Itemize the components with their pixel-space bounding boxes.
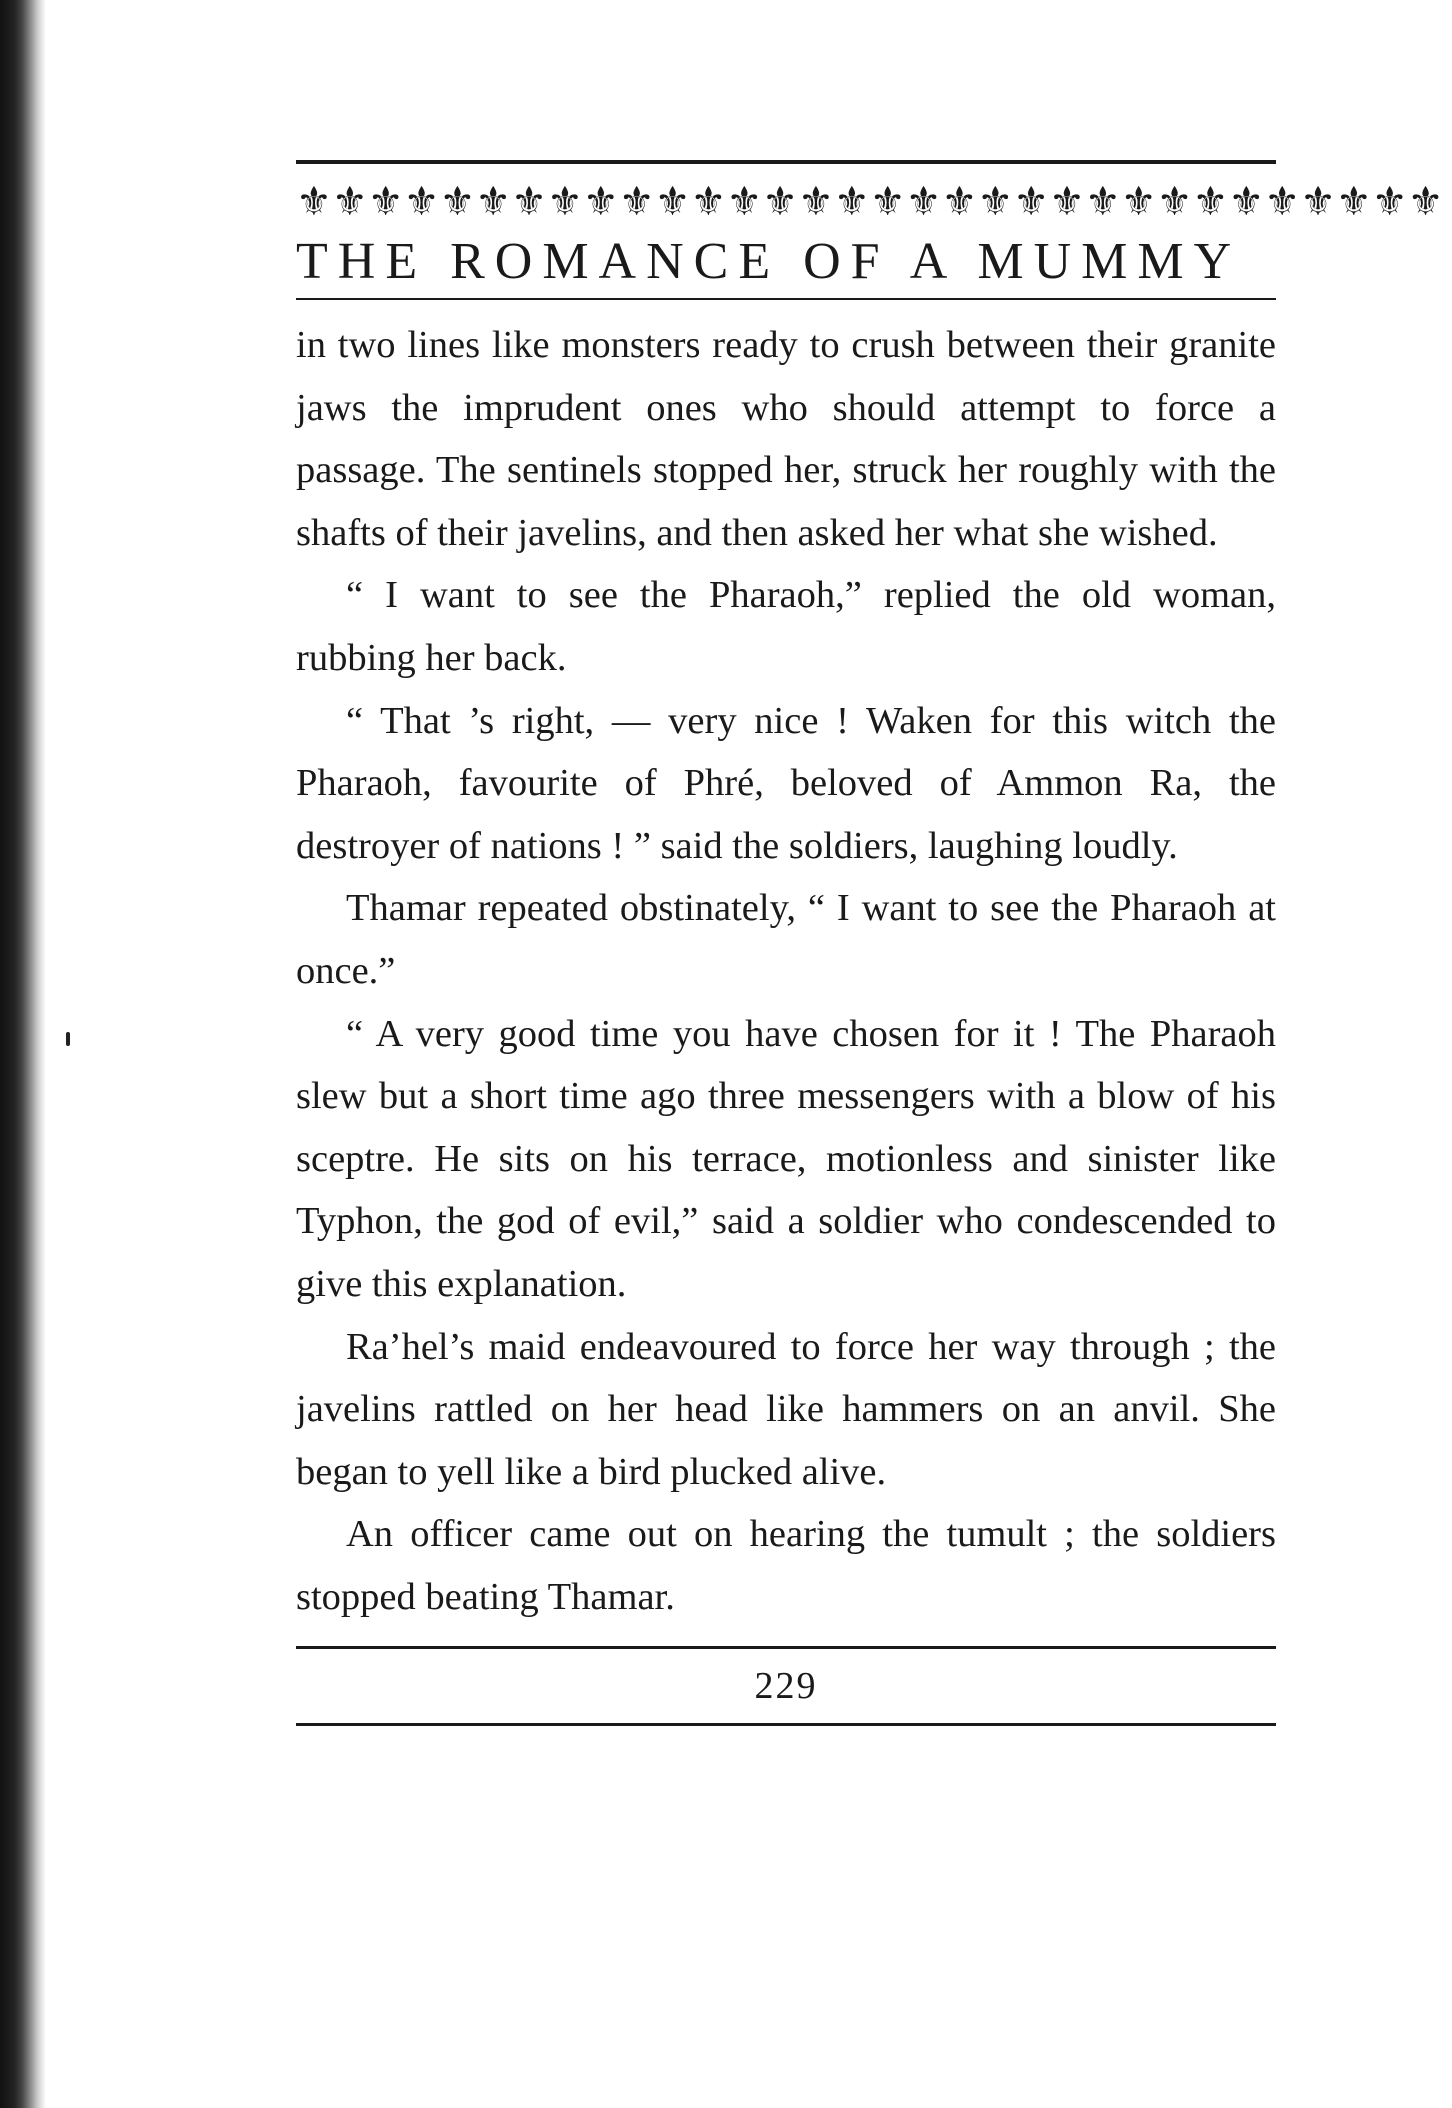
- fleur-de-lis-icon: ⚜: [1192, 179, 1229, 225]
- book-page: [296, 160, 1444, 1726]
- fleur-de-lis-icon: ⚜: [403, 179, 440, 225]
- fleur-de-lis-icon: ⚜: [1120, 179, 1157, 225]
- fleur-de-lis-icon: ⚜: [941, 179, 978, 225]
- fleur-de-lis-icon: ⚜: [1084, 179, 1121, 225]
- fleur-de-lis-icon: ⚜: [475, 179, 512, 225]
- fleur-de-lis-icon: ⚜: [1049, 179, 1085, 225]
- fleur-de-lis-icon: ⚜: [582, 179, 619, 225]
- paragraph-5: “ A very good time you have chosen for it ! The Pharaoh slew but a short time ago three messengers with a blow of his sceptre. He sits on his terrace, motionless and sinister like Typhon, the god of evil,” said a soldier who condescended to give this explanation.: [296, 1012, 1276, 1305]
- fleur-de-lis-icon: ⚜: [439, 179, 476, 225]
- body-text: [296, 314, 1276, 1628]
- fleur-de-lis-icon: ⚜: [1013, 179, 1050, 225]
- page-number: 229: [754, 1665, 818, 1708]
- paragraph-7: An officer came out on hearing the tumult ; the soldiers stopped beating Thamar.: [296, 1513, 1276, 1618]
- fleur-de-lis-icon: ⚜: [905, 179, 942, 225]
- fleur-de-lis-icon: ⚜: [1371, 179, 1408, 225]
- paragraph-2: “ I want to see the Pharaoh,” replied the old woman, rubbing her back.: [296, 574, 1276, 679]
- fleur-de-lis-icon: ⚜: [869, 179, 906, 225]
- gutter-speck: [66, 1032, 70, 1046]
- paragraph-1: in two lines like monsters ready to crush between their granite jaws the imprudent ones who should attempt to force a passage. The sentinels stopped her, struck her roughly with the shafts of their javelins, and then asked her what she wished.: [296, 324, 1276, 554]
- fleur-de-lis-icon: ⚜: [833, 179, 870, 225]
- fleur-de-lis-icon: ⚜: [1407, 179, 1444, 225]
- fleur-de-lis-icon: ⚜: [690, 179, 727, 225]
- header-rule-top: [296, 160, 1276, 164]
- running-head-title: THE ROMANCE OF A MUMMY: [296, 233, 1242, 290]
- fleur-de-lis-ornament-band: [296, 172, 1444, 232]
- fleur-de-lis-icon: ⚜: [1264, 179, 1301, 225]
- fleur-de-lis-icon: ⚜: [726, 179, 763, 225]
- header-rule-bottom: [296, 298, 1276, 300]
- fleur-de-lis-icon: ⚜: [547, 179, 583, 225]
- paragraph-4: Thamar repeated obstinately, “ I want to see the Pharaoh at once.”: [296, 887, 1276, 992]
- fleur-de-lis-icon: ⚜: [1300, 179, 1336, 225]
- fleur-de-lis-icon: ⚜: [762, 179, 799, 225]
- footer-rule-top: [296, 1646, 1276, 1649]
- fleur-de-lis-icon: ⚜: [296, 179, 332, 225]
- fleur-de-lis-icon: ⚜: [511, 179, 548, 225]
- fleur-de-lis-icon: ⚜: [654, 179, 691, 225]
- fleur-de-lis-icon: ⚜: [1335, 179, 1372, 225]
- paragraph-6: Ra’hel’s maid endeavoured to force her way through ; the javelins rattled on her head like hammers on an anvil. She began to yell like a bird plucked alive.: [296, 1325, 1276, 1493]
- book-gutter-shadow: [0, 0, 46, 2108]
- paragraph-3: “ That ’s right, — very nice ! Waken for this witch the Pharaoh, favourite of Phré, beloved of Ammon Ra, the destroyer of nations ! ” said the soldiers, laughing loudly.: [296, 699, 1276, 867]
- fleur-de-lis-icon: ⚜: [618, 179, 655, 225]
- fleur-de-lis-icon: ⚜: [977, 179, 1014, 225]
- fleur-de-lis-icon: ⚜: [798, 179, 834, 225]
- fleur-de-lis-icon: ⚜: [331, 179, 368, 225]
- fleur-de-lis-icon: ⚜: [367, 179, 404, 225]
- fleur-de-lis-icon: ⚜: [1228, 179, 1265, 225]
- fleur-de-lis-icon: ⚜: [1156, 179, 1193, 225]
- footer-rule-bottom: [296, 1723, 1276, 1726]
